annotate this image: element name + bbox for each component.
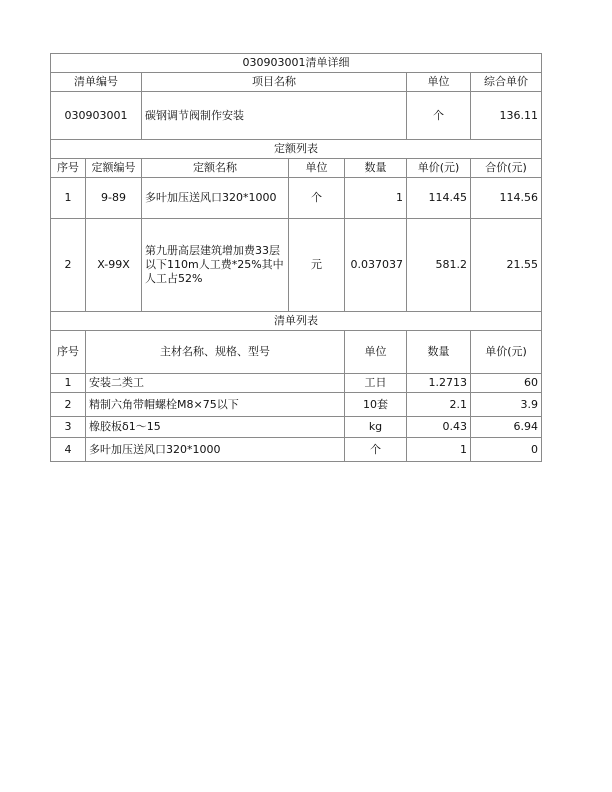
quota-section-row <box>51 140 542 159</box>
quota-qty: 1 <box>345 178 407 219</box>
bill-row <box>51 92 542 140</box>
material-seq: 3 <box>51 417 86 438</box>
table-row <box>51 438 542 462</box>
material-price: 0 <box>471 438 542 462</box>
quota-header-row <box>51 159 542 178</box>
title-row <box>51 54 542 73</box>
quota-code: 9-89 <box>86 178 142 219</box>
material-qty: 2.1 <box>407 393 471 417</box>
bill-unit: 个 <box>407 92 471 140</box>
table-row <box>51 417 542 438</box>
quota-seq: 1 <box>51 178 86 219</box>
material-section-title: 清单列表 <box>51 312 542 331</box>
bill-unit-header: 单位 <box>407 73 471 92</box>
material-name: 多叶加压送风口320*1000 <box>86 438 345 462</box>
bill-detail-table <box>50 53 542 462</box>
quota-total-header: 合价(元) <box>471 159 542 178</box>
bill-price: 136.11 <box>471 92 542 140</box>
quota-unit: 个 <box>289 178 345 219</box>
material-header-row <box>51 331 542 374</box>
quota-total: 114.56 <box>471 178 542 219</box>
material-qty: 0.43 <box>407 417 471 438</box>
quota-qty: 0.037037 <box>345 219 407 312</box>
material-name: 橡胶板δ1～15 <box>86 417 345 438</box>
quota-name: 第九册高层建筑增加费33层以下110m人工费*25%其中人工占52% <box>142 219 289 312</box>
quota-unit: 元 <box>289 219 345 312</box>
quota-code: X-99X <box>86 219 142 312</box>
table-row <box>51 178 542 219</box>
material-price: 3.9 <box>471 393 542 417</box>
quota-name: 多叶加压送风口320*1000 <box>142 178 289 219</box>
material-unit-header: 单位 <box>345 331 407 374</box>
quota-qty-header: 数量 <box>345 159 407 178</box>
material-unit: 10套 <box>345 393 407 417</box>
quota-code-header: 定额编号 <box>86 159 142 178</box>
quota-name-header: 定额名称 <box>142 159 289 178</box>
material-unit: kg <box>345 417 407 438</box>
quota-section-title: 定额列表 <box>51 140 542 159</box>
table-title: 030903001清单详细 <box>51 54 542 73</box>
material-name: 安装二类工 <box>86 374 345 393</box>
material-qty-header: 数量 <box>407 331 471 374</box>
material-price-header: 单价(元) <box>471 331 542 374</box>
material-price: 60 <box>471 374 542 393</box>
material-name: 精制六角带帽螺栓M8×75以下 <box>86 393 345 417</box>
bill-name: 碳钢调节阀制作安装 <box>142 92 407 140</box>
table-row <box>51 219 542 312</box>
table-row <box>51 393 542 417</box>
material-seq: 4 <box>51 438 86 462</box>
quota-price: 581.2 <box>407 219 471 312</box>
table-row <box>51 374 542 393</box>
material-qty: 1 <box>407 438 471 462</box>
quota-seq: 2 <box>51 219 86 312</box>
material-section-row <box>51 312 542 331</box>
bill-code-header: 清单编号 <box>51 73 142 92</box>
bill-name-header: 项目名称 <box>142 73 407 92</box>
quota-price-header: 单价(元) <box>407 159 471 178</box>
bill-code: 030903001 <box>51 92 142 140</box>
material-unit: 个 <box>345 438 407 462</box>
material-qty: 1.2713 <box>407 374 471 393</box>
material-unit: 工日 <box>345 374 407 393</box>
bill-price-header: 综合单价 <box>471 73 542 92</box>
quota-price: 114.45 <box>407 178 471 219</box>
quota-total: 21.55 <box>471 219 542 312</box>
material-seq-header: 序号 <box>51 331 86 374</box>
material-price: 6.94 <box>471 417 542 438</box>
material-seq: 1 <box>51 374 86 393</box>
bill-header-row <box>51 73 542 92</box>
quota-seq-header: 序号 <box>51 159 86 178</box>
material-name-header: 主材名称、规格、型号 <box>86 331 345 374</box>
material-seq: 2 <box>51 393 86 417</box>
quota-unit-header: 单位 <box>289 159 345 178</box>
